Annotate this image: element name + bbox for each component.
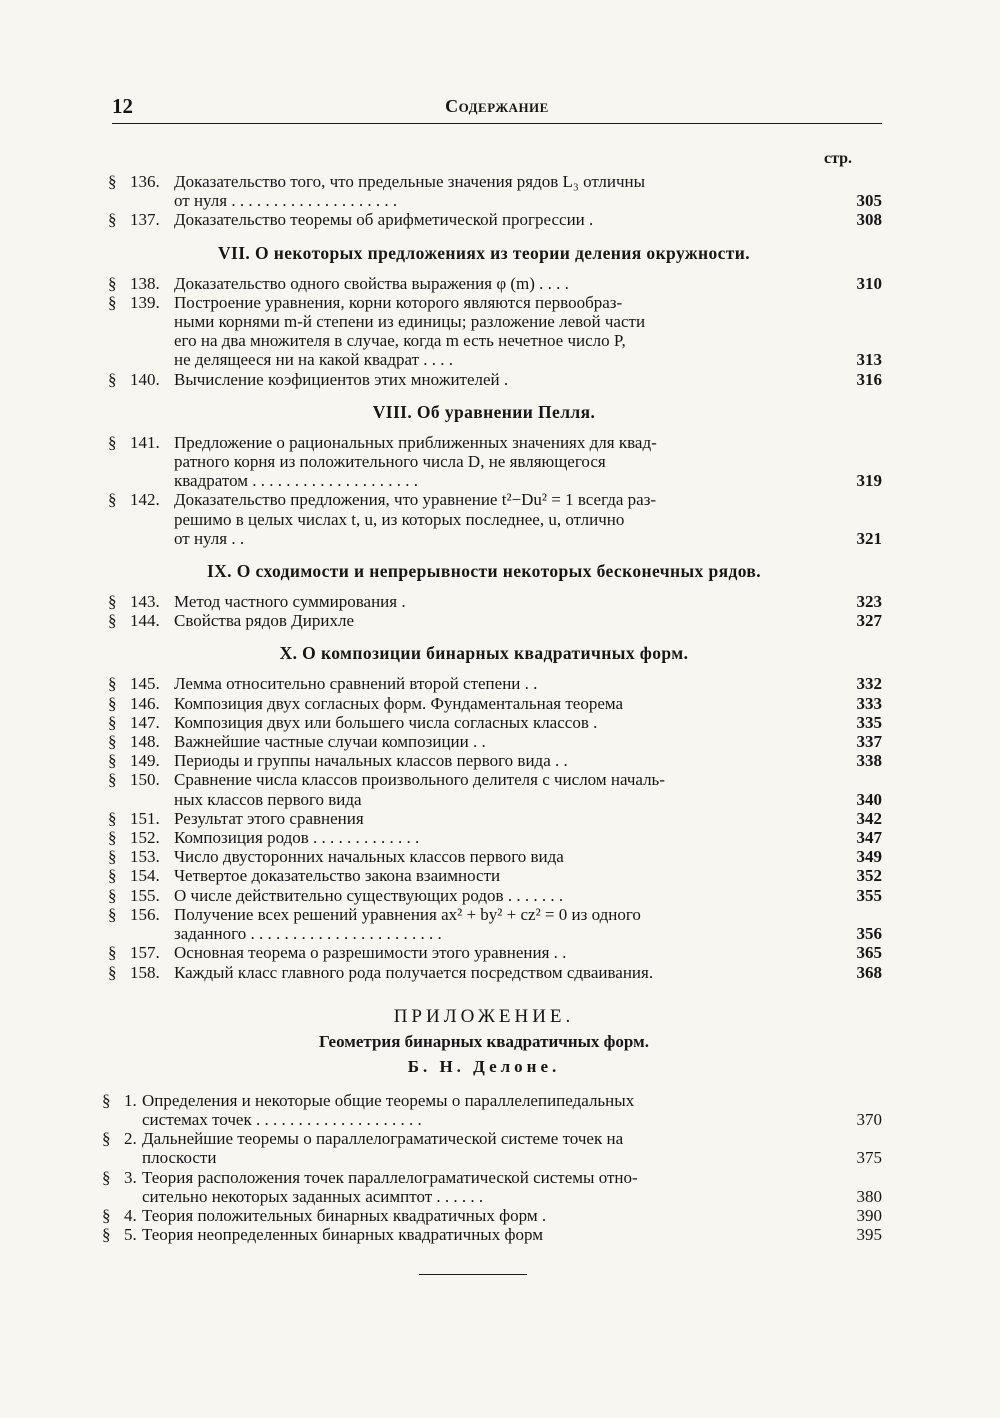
- toc-entry: [108, 369, 882, 389]
- section-title-text: плоскости: [142, 1148, 217, 1168]
- section-sign: §: [108, 172, 117, 191]
- toc-entry: [102, 1205, 882, 1225]
- page-number: 12: [112, 94, 133, 118]
- toc-entry-line: [108, 350, 860, 369]
- section-number: 146.: [130, 693, 160, 713]
- toc-entry-line: [108, 886, 860, 905]
- toc-entry-line: [108, 433, 860, 452]
- section-number: 151.: [130, 808, 160, 828]
- section-sign: §: [108, 904, 117, 924]
- appendix-title: ПРИЛОЖЕНИЕ.: [393, 1005, 575, 1027]
- toc-entry-line: [108, 713, 860, 732]
- toc-entry-line: [102, 1168, 860, 1187]
- toc-entry-line: [102, 1206, 860, 1225]
- section-number: 1.: [124, 1090, 137, 1110]
- section-sign: §: [102, 1205, 111, 1225]
- toc-block-chapter-7: [108, 273, 882, 389]
- section-title-text: Доказательство того, что предельные значения рядов L₃ отличны: [174, 172, 646, 191]
- section-number: 156.: [130, 904, 160, 924]
- page-ref: 305: [856, 191, 882, 211]
- toc-block-chapter-10: [108, 674, 882, 982]
- toc-entry: [102, 1225, 882, 1245]
- end-rule: [419, 1274, 527, 1275]
- toc-entry: [108, 751, 882, 771]
- section-number: 3.: [124, 1167, 137, 1187]
- section-number: 143.: [130, 592, 160, 612]
- toc-entry-line: [108, 452, 860, 471]
- toc-entry-line: [108, 274, 860, 293]
- section-sign: §: [108, 808, 117, 828]
- toc-entry-line: [108, 529, 860, 548]
- section-title-text: системах точек . . . . . . . . . . . . . . . . . . . .: [142, 1109, 422, 1129]
- section-title-text: Теория неопределенных бинарных квадратичных форм: [142, 1225, 543, 1245]
- toc-block-intro: [108, 172, 882, 230]
- section-title-text: Построение уравнения, корни которого являются первообраз-: [174, 292, 623, 312]
- toc-entry-line: [108, 312, 860, 331]
- page-ref: 323: [856, 592, 882, 612]
- section-number: 148.: [130, 732, 160, 752]
- chapter-heading-7: VII. О некоторых предложениях из теории деления окружности.: [217, 242, 751, 263]
- page-ref: 395: [856, 1225, 882, 1245]
- toc-entry-line: [108, 293, 860, 312]
- section-title-text: Предложение о рациональных приближенных значениях для квад-: [174, 432, 657, 452]
- toc-entry-line: [108, 370, 860, 389]
- toc-entry-line: [102, 1091, 860, 1110]
- section-title-text: Четвертое доказательство закона взаимности: [174, 866, 501, 886]
- toc-entry: [108, 292, 882, 370]
- section-number: 154.: [130, 866, 160, 886]
- toc-entry: [108, 490, 882, 548]
- toc-entry-line: [108, 172, 860, 191]
- section-title-text: ных классов первого вида: [174, 789, 362, 809]
- section-sign: §: [108, 490, 117, 510]
- section-title-text: Число двусторонних начальных классов первого вида: [174, 847, 564, 867]
- toc-entry-line: [108, 943, 860, 962]
- section-sign: §: [108, 712, 117, 732]
- toc-entry: [108, 712, 882, 732]
- toc-entry: [108, 674, 882, 694]
- section-title-text: Композиция родов . . . . . . . . . . . . .: [174, 828, 420, 848]
- header-rule: [112, 123, 882, 124]
- section-title-text: квадратом . . . . . . . . . . . . . . . . . . . .: [174, 471, 419, 491]
- page-ref: 370: [856, 1109, 882, 1129]
- section-sign: §: [108, 866, 117, 886]
- section-sign: §: [108, 674, 117, 694]
- section-title-text: Сравнение числа классов произвольного делителя с числом началь-: [174, 770, 665, 790]
- section-sign: §: [108, 751, 117, 771]
- page-ref: 338: [856, 751, 882, 771]
- toc-entry: [108, 172, 882, 211]
- toc-entry-line: [108, 592, 860, 611]
- section-title-text: Теория расположения точек параллелограматической системы отно-: [142, 1167, 638, 1187]
- toc-entry-line: [108, 828, 860, 847]
- page-ref: 340: [856, 789, 882, 809]
- toc-entry-line: [102, 1110, 860, 1129]
- section-title-text: Результат этого сравнения: [174, 808, 364, 828]
- section-title-text: Основная теорема о разрешимости этого уравнения . .: [174, 943, 567, 963]
- toc-entry: [108, 847, 882, 867]
- page-ref: 335: [856, 712, 882, 732]
- toc-entry-line: [108, 866, 860, 885]
- section-sign: §: [108, 828, 117, 848]
- page-ref: 356: [856, 924, 882, 944]
- section-title-text: Вычисление коэфициентов этих множителей .: [174, 369, 509, 389]
- section-title-text: Доказательство одного свойства выражения φ (m) . . . .: [174, 273, 569, 293]
- toc-entry-line: [108, 847, 860, 866]
- running-head: [112, 94, 882, 124]
- page-ref: 349: [856, 847, 882, 867]
- section-title-text: ратного корня из положительного числа D, не являющегося: [174, 452, 606, 472]
- page-ref: 380: [856, 1186, 882, 1206]
- page-ref: 375: [856, 1148, 882, 1168]
- section-sign: §: [108, 592, 117, 612]
- section-sign: §: [108, 273, 117, 293]
- section-title-text: Композиция двух или большего числа согласных классов .: [174, 712, 598, 732]
- section-title-text: Дальнейшие теоремы о параллелограматической системе точек на: [142, 1129, 624, 1149]
- section-number: 153.: [130, 847, 160, 867]
- page-ref: 368: [856, 962, 882, 982]
- section-sign: §: [102, 1167, 111, 1187]
- page-ref: 347: [856, 828, 882, 848]
- toc-entry: [108, 611, 882, 631]
- section-sign: §: [108, 847, 117, 867]
- section-sign: §: [108, 962, 117, 982]
- toc-entry: [108, 732, 882, 752]
- toc-entry: [102, 1129, 882, 1168]
- section-sign: §: [108, 770, 117, 790]
- section-title-text: сительно некоторых заданных асимптот . . . . . .: [142, 1186, 484, 1206]
- section-title-text: Получение всех решений уравнения ax² + by² + cz² = 0 из одного: [174, 904, 641, 924]
- section-title-text: его на два множителя в случае, когда m есть нечетное число P,: [174, 331, 626, 351]
- table-of-contents: [102, 172, 882, 1245]
- page-column-label: стр.: [823, 150, 853, 167]
- toc-entry-line: [108, 963, 860, 982]
- toc-entry: [108, 432, 882, 491]
- toc-entry-line: [108, 674, 860, 693]
- section-title-text: от нуля . . . . . . . . . . . . . . . . . . . .: [174, 191, 398, 211]
- section-title-text: Определения и некоторые общие теоремы о параллелепипедальных: [142, 1090, 635, 1110]
- toc-entry-line: [108, 471, 860, 490]
- page-ref: 313: [856, 350, 882, 370]
- section-title-text: О числе действительно существующих родов . . . . . . .: [174, 885, 564, 905]
- toc-entry: [102, 1090, 882, 1129]
- section-title-text: Композиция двух согласных форм. Фундаментальная теорема: [174, 693, 624, 713]
- section-number: 144.: [130, 611, 160, 631]
- section-number: 140.: [130, 369, 160, 389]
- toc-entry-line: [102, 1187, 860, 1206]
- toc-entry: [108, 828, 882, 848]
- chapter-heading-8: VIII. Об уравнении Пелля.: [372, 401, 596, 422]
- appendix-subtitle: Геометрия бинарных квадратичных форм.: [319, 1031, 649, 1051]
- toc-entry-line: [108, 751, 860, 770]
- toc-entry-line: [108, 510, 860, 529]
- section-number: 155.: [130, 885, 160, 905]
- section-number: 5.: [124, 1225, 137, 1245]
- toc-entry: [108, 904, 882, 944]
- toc-entry: [108, 808, 882, 828]
- section-number: 139.: [130, 292, 160, 312]
- section-number: 147.: [130, 712, 160, 732]
- section-number: 2.: [124, 1129, 137, 1149]
- toc-entry-line: [108, 732, 860, 751]
- toc-block-chapter-8: [108, 432, 882, 548]
- section-sign: §: [102, 1090, 111, 1110]
- section-sign: §: [108, 432, 117, 452]
- toc-entry-line: [108, 790, 860, 809]
- section-title-text: Доказательство предложения, что уравнение t²−Du² = 1 всегда раз-: [174, 490, 657, 510]
- page-ref: 365: [856, 943, 882, 963]
- toc-entry-line: [108, 191, 860, 210]
- section-title-text: Периоды и группы начальных классов первого вида . .: [174, 751, 568, 771]
- page-ref: 390: [856, 1205, 882, 1225]
- section-number: 138.: [130, 273, 160, 293]
- section-sign: §: [108, 943, 117, 963]
- section-number: 137.: [130, 210, 160, 230]
- toc-entry-line: [108, 331, 860, 350]
- section-number: 149.: [130, 751, 160, 771]
- page-title: Содержание: [445, 96, 549, 116]
- toc-entry: [108, 962, 882, 982]
- toc-block-chapter-9: [108, 592, 882, 631]
- section-number: 141.: [130, 432, 160, 452]
- section-sign: §: [108, 885, 117, 905]
- section-number: 152.: [130, 828, 160, 848]
- section-title-text: решимо в целых числах t, u, из которых последнее, u, отлично: [174, 509, 625, 529]
- section-sign: §: [108, 611, 117, 631]
- toc-entry-line: [108, 490, 860, 509]
- appendix-author: Б. Н. Делоне.: [407, 1056, 561, 1076]
- section-number: 136.: [130, 172, 160, 191]
- toc-entry-line: [108, 611, 860, 630]
- section-number: 145.: [130, 674, 160, 694]
- toc-entry-line: [108, 809, 860, 828]
- toc-entry: [108, 273, 882, 293]
- section-sign: §: [108, 210, 117, 230]
- page-ref: 332: [856, 674, 882, 694]
- section-title-text: Теория положительных бинарных квадратичных форм .: [142, 1205, 547, 1225]
- section-title-text: Доказательство теоремы об арифметической прогрессии .: [174, 210, 594, 230]
- toc-entry-line: [102, 1225, 860, 1244]
- toc-entry: [108, 943, 882, 963]
- page-ref: 319: [856, 471, 882, 491]
- section-sign: §: [108, 693, 117, 713]
- section-number: 142.: [130, 490, 160, 510]
- toc-entry-line: [102, 1129, 860, 1148]
- section-title-text: от нуля . .: [174, 528, 245, 548]
- page-ref: 333: [856, 693, 882, 713]
- section-number: 158.: [130, 962, 160, 982]
- page-ref: 316: [856, 369, 882, 389]
- section-title-text: Метод частного суммирования .: [174, 592, 406, 612]
- page-ref: 337: [856, 732, 882, 752]
- section-title-text: заданного . . . . . . . . . . . . . . . . . . . . . . .: [174, 924, 442, 944]
- toc-block-appendix: [102, 1090, 882, 1245]
- section-sign: §: [108, 732, 117, 752]
- toc-entry: [108, 770, 882, 809]
- page-ref: 352: [856, 866, 882, 886]
- toc-entry: [108, 885, 882, 905]
- page-ref: 321: [856, 528, 882, 548]
- toc-entry: [102, 1167, 882, 1206]
- toc-entry-line: [108, 770, 860, 789]
- section-number: 157.: [130, 943, 160, 963]
- toc-entry-line: [108, 694, 860, 713]
- section-title-text: Свойства рядов Дирихле: [174, 611, 354, 631]
- toc-entry-line: [108, 905, 860, 924]
- section-title-text: Каждый класс главного рода получается посредством сдваивания.: [174, 962, 654, 982]
- toc-entry: [108, 210, 882, 230]
- chapter-heading-9: IX. О сходимости и непрерывности некоторых бесконечных рядов.: [206, 561, 762, 582]
- toc-entry: [108, 693, 882, 713]
- chapter-heading-10: X. О композиции бинарных квадратичных форм.: [279, 643, 689, 664]
- section-sign: §: [102, 1225, 111, 1245]
- section-number: 150.: [130, 770, 160, 790]
- section-sign: §: [108, 292, 117, 312]
- page-ref: 327: [856, 611, 882, 631]
- section-number: 4.: [124, 1205, 137, 1225]
- section-sign: §: [108, 369, 117, 389]
- toc-entry-line: [108, 210, 860, 229]
- toc-entry-line: [108, 924, 860, 943]
- toc-entry: [108, 592, 882, 612]
- section-sign: §: [102, 1129, 111, 1149]
- page-ref: 308: [856, 210, 882, 230]
- page-ref: 342: [856, 808, 882, 828]
- page-ref: 355: [856, 885, 882, 905]
- section-title-text: Лемма относительно сравнений второй степени . .: [174, 674, 538, 694]
- toc-entry: [108, 866, 882, 886]
- section-title-text: Важнейшие частные случаи композиции . .: [174, 732, 486, 752]
- section-title-text: ными корнями m-й степени из единицы; разложение левой части: [174, 312, 646, 332]
- toc-entry-line: [102, 1148, 860, 1167]
- section-title-text: не делящееся ни на какой квадрат . . . .: [174, 350, 454, 370]
- page-ref: 310: [856, 273, 882, 293]
